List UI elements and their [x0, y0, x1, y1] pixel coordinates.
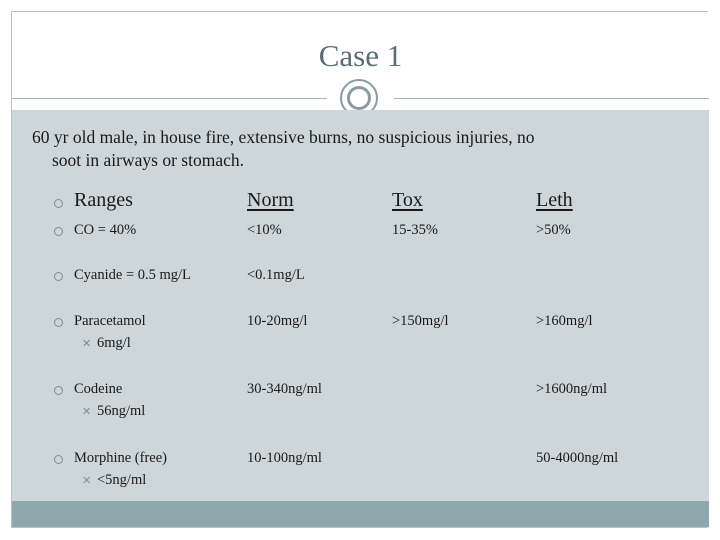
row-norm: 10-100ng/ml: [247, 450, 322, 466]
row-norm: <0.1mg/L: [247, 267, 305, 283]
circle-bullet-icon: [54, 455, 63, 464]
row-tox: >150mg/l: [392, 313, 449, 329]
row-name: Codeine: [74, 381, 123, 397]
header-norm: Norm: [247, 189, 294, 211]
row-sub-value: 56ng/ml: [97, 403, 146, 419]
circle-bullet-icon: [54, 318, 63, 327]
row-leth: >160mg/l: [536, 313, 593, 329]
x-bullet-icon: ✕: [82, 474, 92, 487]
row-name: Paracetamol: [74, 313, 146, 329]
row-sub-value: 6mg/l: [97, 335, 131, 351]
circle-bullet-icon: [54, 386, 63, 395]
x-bullet-icon: ✕: [82, 337, 92, 350]
content-area: [12, 110, 709, 501]
slide-title: Case 1: [318, 38, 403, 73]
footer-bar: [12, 501, 709, 527]
row-sub-value: <5ng/ml: [97, 472, 147, 488]
row-name: CO = 40%: [74, 222, 137, 238]
header-ranges: Ranges: [74, 189, 133, 211]
row-leth: 50-4000ng/ml: [536, 450, 619, 466]
header-tox: Tox: [392, 189, 423, 211]
row-name: Cyanide = 0.5 mg/L: [74, 267, 191, 283]
circle-bullet-icon: [54, 199, 63, 208]
row-norm: <10%: [247, 222, 282, 238]
header-leth: Leth: [536, 189, 573, 211]
x-bullet-icon: ✕: [82, 405, 92, 418]
row-norm: 30-340ng/ml: [247, 381, 322, 397]
case-description: [32, 126, 682, 172]
case-description-line2: soot in airways or stomach.: [52, 150, 244, 170]
row-name: Morphine (free): [74, 450, 167, 466]
row-leth: >50%: [536, 222, 571, 238]
title-rule-right: [394, 98, 709, 99]
circle-bullet-icon: [54, 272, 63, 281]
circle-bullet-icon: [54, 227, 63, 236]
row-tox: 15-35%: [392, 222, 438, 238]
title-rule-left: [12, 98, 327, 99]
case-description-line1: 60 yr old male, in house fire, extensive burns, no suspicious injuries, no: [32, 127, 535, 147]
slide: [11, 11, 708, 528]
row-leth: >1600ng/ml: [536, 381, 608, 397]
row-norm: 10-20mg/l: [247, 313, 308, 329]
ring-inner: [347, 86, 371, 110]
